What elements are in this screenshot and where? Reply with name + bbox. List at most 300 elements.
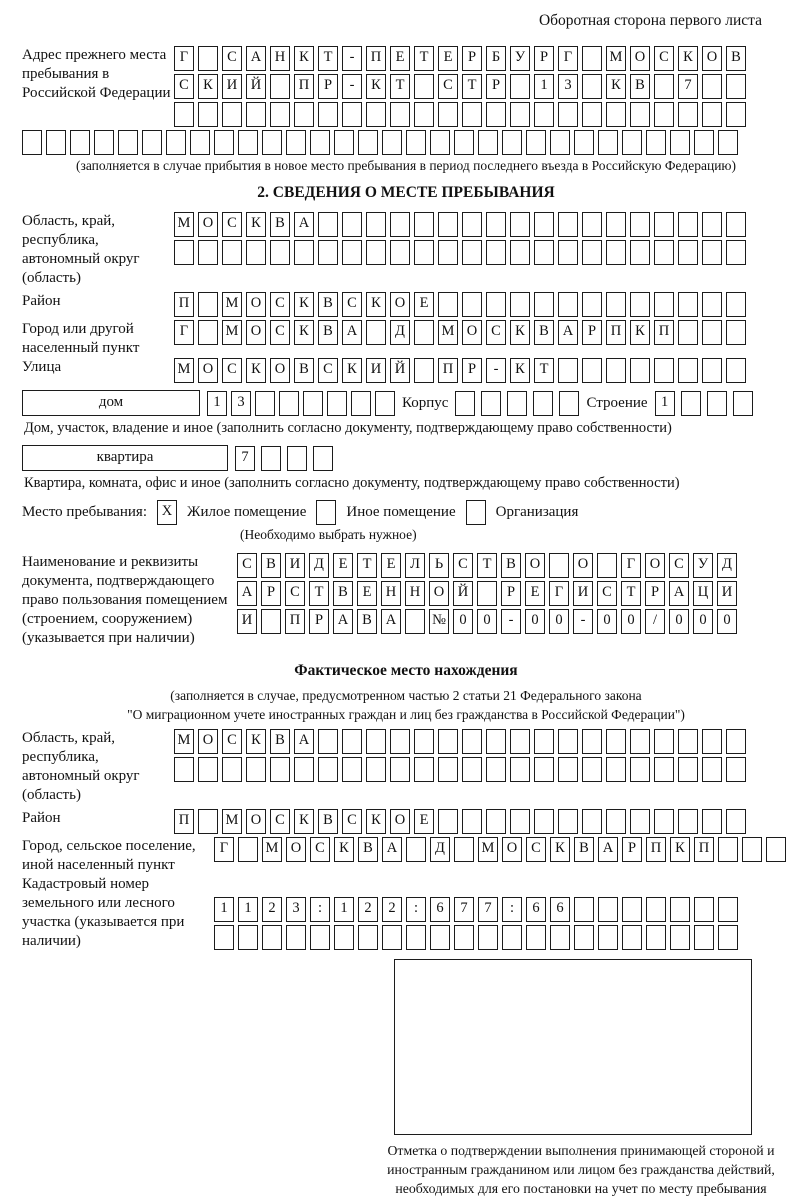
char-cell: 3 bbox=[558, 74, 578, 99]
empty-cell bbox=[414, 240, 434, 265]
char-cell: 6 bbox=[430, 897, 450, 922]
char-cell: Д bbox=[717, 553, 737, 578]
cadastre-block bbox=[22, 875, 790, 953]
char-cell: О bbox=[286, 837, 306, 862]
char-cell: Л bbox=[405, 553, 425, 578]
char-cell: А bbox=[246, 46, 266, 71]
city-row bbox=[174, 320, 746, 345]
empty-cell bbox=[622, 897, 642, 922]
empty-cell bbox=[558, 358, 578, 383]
empty-cell bbox=[46, 130, 66, 155]
stroenie-label: Строение bbox=[586, 394, 648, 411]
char-cell: Р bbox=[486, 74, 506, 99]
char-cell: 6 bbox=[526, 897, 546, 922]
actual-city-label: Город, сельское поселение, иной населенный пункт bbox=[22, 838, 196, 873]
region-row-1 bbox=[174, 212, 746, 237]
char-cell: К bbox=[294, 809, 314, 834]
empty-cell bbox=[94, 130, 114, 155]
empty-cell bbox=[390, 212, 410, 237]
empty-cell bbox=[694, 130, 714, 155]
char-cell: С bbox=[222, 212, 242, 237]
char-cell: С bbox=[270, 809, 290, 834]
empty-cell bbox=[414, 320, 434, 345]
empty-cell bbox=[510, 102, 530, 127]
city-label: Город или другой населенный пункт bbox=[22, 321, 140, 356]
empty-cell bbox=[318, 212, 338, 237]
char-cell: Г bbox=[549, 581, 569, 606]
empty-cell bbox=[438, 102, 458, 127]
char-cell: О bbox=[645, 553, 665, 578]
prev-address-row-4 bbox=[22, 130, 790, 155]
char-cell: О bbox=[246, 809, 266, 834]
empty-cell bbox=[406, 925, 426, 950]
stay-type-block bbox=[22, 500, 790, 525]
empty-cell bbox=[222, 240, 242, 265]
char-cell: В bbox=[318, 292, 338, 317]
char-cell: К bbox=[342, 358, 362, 383]
char-cell: А bbox=[333, 609, 353, 634]
char-cell: Р bbox=[318, 74, 338, 99]
prev-address-caption: (заполняется в случае прибытия в новое место пребывания в период последнего въезда в Российскую Федерацию) bbox=[75, 158, 737, 173]
empty-cell bbox=[606, 212, 626, 237]
char-cell: Г bbox=[174, 320, 194, 345]
empty-cell bbox=[606, 757, 626, 782]
empty-cell bbox=[654, 729, 674, 754]
char-cell: - bbox=[342, 46, 362, 71]
char-cell: О bbox=[246, 320, 266, 345]
empty-cell bbox=[342, 757, 362, 782]
empty-cell bbox=[366, 102, 386, 127]
char-cell: С bbox=[342, 809, 362, 834]
empty-cell bbox=[174, 102, 194, 127]
empty-cell bbox=[246, 240, 266, 265]
empty-cell bbox=[366, 212, 386, 237]
empty-cell bbox=[630, 240, 650, 265]
char-cell: Е bbox=[390, 46, 410, 71]
char-cell: Г bbox=[558, 46, 578, 71]
empty-cell bbox=[310, 130, 330, 155]
house-type-box: дом bbox=[22, 390, 200, 416]
char-cell: 0 bbox=[477, 609, 497, 634]
empty-cell bbox=[222, 757, 242, 782]
empty-cell bbox=[582, 46, 602, 71]
actual-region-grid bbox=[174, 729, 746, 785]
korpus-label: Корпус bbox=[402, 394, 449, 411]
document-row-2 bbox=[237, 581, 737, 606]
empty-cell bbox=[606, 240, 626, 265]
char-cell: X bbox=[157, 500, 177, 525]
char-cell: М bbox=[478, 837, 498, 862]
empty-cell bbox=[310, 925, 330, 950]
document-row-3 bbox=[237, 609, 737, 634]
char-cell: И bbox=[717, 581, 737, 606]
char-cell: 0 bbox=[669, 609, 689, 634]
empty-cell bbox=[214, 925, 234, 950]
empty-cell bbox=[742, 837, 762, 862]
char-cell: 2 bbox=[262, 897, 282, 922]
empty-cell bbox=[455, 391, 475, 416]
char-cell: 1 bbox=[334, 897, 354, 922]
district-block bbox=[22, 292, 790, 320]
char-cell: Г bbox=[621, 553, 641, 578]
empty-cell bbox=[582, 757, 602, 782]
char-cell: С bbox=[285, 581, 305, 606]
char-cell: М bbox=[262, 837, 282, 862]
char-cell: 3 bbox=[231, 391, 251, 416]
char-cell: 1 bbox=[207, 391, 227, 416]
empty-cell bbox=[270, 102, 290, 127]
char-cell: Д bbox=[309, 553, 329, 578]
char-cell: Р bbox=[622, 837, 642, 862]
char-cell: С bbox=[486, 320, 506, 345]
empty-cell bbox=[534, 809, 554, 834]
char-cell: О bbox=[630, 46, 650, 71]
char-cell: - bbox=[501, 609, 521, 634]
empty-cell bbox=[678, 757, 698, 782]
cadastre-grid bbox=[214, 875, 738, 953]
empty-cell bbox=[261, 609, 281, 634]
char-cell: С bbox=[597, 581, 617, 606]
empty-cell bbox=[174, 240, 194, 265]
empty-cell bbox=[670, 130, 690, 155]
empty-cell bbox=[582, 729, 602, 754]
char-cell: Р bbox=[462, 46, 482, 71]
empty-cell bbox=[702, 102, 722, 127]
empty-cell bbox=[462, 292, 482, 317]
char-cell: С bbox=[270, 292, 290, 317]
registration-mark-box bbox=[394, 959, 752, 1135]
empty-cell bbox=[255, 391, 275, 416]
empty-cell bbox=[507, 391, 527, 416]
char-cell: 0 bbox=[453, 609, 473, 634]
apartment-type-box: квартира bbox=[22, 445, 228, 471]
char-cell: К bbox=[670, 837, 690, 862]
char-cell: К bbox=[630, 320, 650, 345]
char-cell: Р bbox=[462, 358, 482, 383]
empty-cell bbox=[486, 240, 506, 265]
empty-cell bbox=[238, 130, 258, 155]
char-cell: О bbox=[390, 292, 410, 317]
empty-cell bbox=[534, 212, 554, 237]
empty-cell bbox=[606, 809, 626, 834]
char-cell: А bbox=[342, 320, 362, 345]
char-cell: К bbox=[366, 292, 386, 317]
char-cell: Т bbox=[318, 46, 338, 71]
empty-cell bbox=[414, 102, 434, 127]
empty-cell bbox=[334, 925, 354, 950]
section2-title: 2. СВЕДЕНИЯ О МЕСТЕ ПРЕБЫВАНИЯ bbox=[257, 184, 555, 201]
char-cell: П bbox=[366, 46, 386, 71]
empty-cell bbox=[438, 809, 458, 834]
char-cell: А bbox=[558, 320, 578, 345]
empty-cell bbox=[654, 74, 674, 99]
char-cell: К bbox=[678, 46, 698, 71]
stay-type-note: (Необходимо выбрать нужное) bbox=[240, 527, 417, 542]
char-cell: А bbox=[382, 837, 402, 862]
char-cell: - bbox=[486, 358, 506, 383]
char-cell: Г bbox=[174, 46, 194, 71]
char-cell: А bbox=[294, 212, 314, 237]
empty-cell bbox=[630, 809, 650, 834]
stroenie-cells bbox=[655, 391, 753, 416]
char-cell: В bbox=[357, 609, 377, 634]
char-cell: В bbox=[534, 320, 554, 345]
actual-location-caption-1: (заполняется в случае, предусмотренном частью 2 статьи 21 Федерального закона bbox=[170, 688, 642, 703]
char-cell: № bbox=[429, 609, 449, 634]
char-cell: 6 bbox=[550, 897, 570, 922]
empty-cell bbox=[558, 809, 578, 834]
empty-cell bbox=[574, 130, 594, 155]
empty-cell bbox=[574, 897, 594, 922]
prev-address-block bbox=[22, 46, 790, 130]
empty-cell bbox=[198, 757, 218, 782]
char-cell: К bbox=[198, 74, 218, 99]
actual-city-block bbox=[22, 837, 790, 875]
char-cell: В bbox=[318, 809, 338, 834]
empty-cell bbox=[142, 130, 162, 155]
char-cell: И bbox=[573, 581, 593, 606]
prev-address-label: Адрес прежнего места пребывания в Российской Федерации bbox=[22, 47, 171, 101]
empty-cell bbox=[510, 757, 530, 782]
empty-cell bbox=[438, 212, 458, 237]
empty-cell bbox=[534, 729, 554, 754]
korpus-cells bbox=[455, 391, 579, 416]
empty-cell bbox=[550, 925, 570, 950]
char-cell: С bbox=[174, 74, 194, 99]
empty-cell bbox=[534, 240, 554, 265]
char-cell: С bbox=[342, 292, 362, 317]
district-row bbox=[174, 292, 746, 317]
empty-cell bbox=[598, 897, 618, 922]
empty-cell bbox=[390, 240, 410, 265]
empty-cell bbox=[22, 130, 42, 155]
char-cell: Ь bbox=[429, 553, 449, 578]
char-cell: М bbox=[222, 292, 242, 317]
char-cell: К bbox=[294, 46, 314, 71]
empty-cell bbox=[726, 74, 746, 99]
empty-cell bbox=[438, 757, 458, 782]
char-cell: 0 bbox=[621, 609, 641, 634]
empty-cell bbox=[478, 925, 498, 950]
char-cell: 0 bbox=[693, 609, 713, 634]
char-cell: Д bbox=[390, 320, 410, 345]
stay-option-other-checkbox bbox=[316, 500, 336, 525]
empty-cell bbox=[477, 581, 497, 606]
char-cell: В bbox=[726, 46, 746, 71]
char-cell: А bbox=[598, 837, 618, 862]
char-cell: М bbox=[222, 320, 242, 345]
empty-cell bbox=[190, 130, 210, 155]
empty-cell bbox=[478, 130, 498, 155]
stay-option-other-label: Иное помещение bbox=[346, 504, 456, 520]
empty-cell bbox=[510, 809, 530, 834]
prev-address-grid bbox=[174, 46, 746, 130]
empty-cell bbox=[670, 925, 690, 950]
prev-address-row-3 bbox=[174, 102, 746, 127]
empty-cell bbox=[654, 240, 674, 265]
char-cell: 7 bbox=[454, 897, 474, 922]
char-cell: М bbox=[174, 358, 194, 383]
empty-cell bbox=[174, 757, 194, 782]
char-cell: Р bbox=[261, 581, 281, 606]
empty-cell bbox=[238, 837, 258, 862]
empty-cell bbox=[718, 837, 738, 862]
empty-cell bbox=[582, 292, 602, 317]
empty-cell bbox=[766, 837, 786, 862]
empty-cell bbox=[414, 358, 434, 383]
char-cell: И bbox=[285, 553, 305, 578]
document-block bbox=[22, 553, 790, 648]
empty-cell bbox=[342, 212, 362, 237]
char-cell: Р bbox=[645, 581, 665, 606]
empty-cell bbox=[118, 130, 138, 155]
actual-district-label: Район bbox=[22, 810, 61, 826]
stay-type-label: Место пребывания: bbox=[22, 504, 147, 520]
document-label: Наименование и реквизиты документа, подтверждающего право пользования помещением (строением, сооружением) (указывается при наличии) bbox=[22, 554, 228, 646]
empty-cell bbox=[318, 240, 338, 265]
char-cell: К bbox=[510, 358, 530, 383]
empty-cell bbox=[510, 212, 530, 237]
char-cell: П bbox=[606, 320, 626, 345]
empty-cell bbox=[510, 240, 530, 265]
char-cell: Е bbox=[414, 809, 434, 834]
empty-cell bbox=[678, 212, 698, 237]
char-cell: М bbox=[174, 729, 194, 754]
empty-cell bbox=[462, 809, 482, 834]
empty-cell bbox=[558, 292, 578, 317]
char-cell: М bbox=[174, 212, 194, 237]
empty-cell bbox=[598, 925, 618, 950]
char-cell: О bbox=[198, 729, 218, 754]
char-cell: Г bbox=[214, 837, 234, 862]
empty-cell bbox=[533, 391, 553, 416]
empty-cell bbox=[733, 391, 753, 416]
char-cell: В bbox=[270, 729, 290, 754]
empty-cell bbox=[486, 102, 506, 127]
char-cell: С bbox=[438, 74, 458, 99]
char-cell: - bbox=[342, 74, 362, 99]
empty-cell bbox=[654, 292, 674, 317]
char-cell: Р bbox=[501, 581, 521, 606]
empty-cell bbox=[406, 130, 426, 155]
actual-district-block bbox=[22, 809, 790, 837]
char-cell: В bbox=[358, 837, 378, 862]
char-cell: О bbox=[198, 358, 218, 383]
empty-cell bbox=[294, 102, 314, 127]
empty-cell bbox=[486, 292, 506, 317]
empty-cell bbox=[414, 729, 434, 754]
char-cell: К bbox=[366, 74, 386, 99]
empty-cell bbox=[681, 391, 701, 416]
char-cell: К bbox=[246, 358, 266, 383]
empty-cell bbox=[198, 102, 218, 127]
empty-cell bbox=[294, 757, 314, 782]
char-cell: : bbox=[310, 897, 330, 922]
empty-cell bbox=[390, 757, 410, 782]
empty-cell bbox=[510, 292, 530, 317]
char-cell: У bbox=[693, 553, 713, 578]
empty-cell bbox=[438, 240, 458, 265]
empty-cell bbox=[702, 358, 722, 383]
char-cell: У bbox=[510, 46, 530, 71]
empty-cell bbox=[358, 925, 378, 950]
empty-cell bbox=[550, 130, 570, 155]
empty-cell bbox=[270, 74, 290, 99]
empty-cell bbox=[414, 212, 434, 237]
char-cell: С bbox=[270, 320, 290, 345]
district-label: Район bbox=[22, 293, 61, 309]
empty-cell bbox=[630, 729, 650, 754]
empty-cell bbox=[316, 500, 336, 525]
empty-cell bbox=[702, 320, 722, 345]
empty-cell bbox=[438, 292, 458, 317]
char-cell: : bbox=[406, 897, 426, 922]
empty-cell bbox=[678, 809, 698, 834]
empty-cell bbox=[582, 358, 602, 383]
empty-cell bbox=[327, 391, 347, 416]
region-block bbox=[22, 212, 790, 288]
empty-cell bbox=[406, 837, 426, 862]
empty-cell bbox=[726, 729, 746, 754]
empty-cell bbox=[214, 130, 234, 155]
empty-cell bbox=[198, 240, 218, 265]
empty-cell bbox=[598, 130, 618, 155]
char-cell: С bbox=[669, 553, 689, 578]
empty-cell bbox=[462, 240, 482, 265]
empty-cell bbox=[670, 897, 690, 922]
char-cell: : bbox=[502, 897, 522, 922]
empty-cell bbox=[198, 809, 218, 834]
char-cell: А bbox=[237, 581, 257, 606]
char-cell: Й bbox=[453, 581, 473, 606]
char-cell: Т bbox=[621, 581, 641, 606]
empty-cell bbox=[222, 102, 242, 127]
empty-cell bbox=[726, 292, 746, 317]
char-cell: К bbox=[246, 729, 266, 754]
empty-cell bbox=[558, 102, 578, 127]
char-cell: С bbox=[222, 729, 242, 754]
empty-cell bbox=[198, 46, 218, 71]
empty-cell bbox=[606, 102, 626, 127]
char-cell: 2 bbox=[358, 897, 378, 922]
empty-cell bbox=[678, 292, 698, 317]
document-row-1 bbox=[237, 553, 737, 578]
apartment-block bbox=[22, 445, 790, 471]
empty-cell bbox=[318, 757, 338, 782]
empty-cell bbox=[630, 292, 650, 317]
empty-cell bbox=[558, 212, 578, 237]
empty-cell bbox=[462, 757, 482, 782]
empty-cell bbox=[654, 102, 674, 127]
empty-cell bbox=[502, 130, 522, 155]
empty-cell bbox=[390, 729, 410, 754]
empty-cell bbox=[454, 130, 474, 155]
empty-cell bbox=[606, 358, 626, 383]
empty-cell bbox=[702, 809, 722, 834]
empty-cell bbox=[481, 391, 501, 416]
empty-cell bbox=[382, 130, 402, 155]
street-row bbox=[174, 358, 746, 383]
stay-option-organization-checkbox bbox=[466, 500, 486, 525]
empty-cell bbox=[694, 925, 714, 950]
cadastre-label: Кадастровый номер земельного или лесного участка (указывается при наличии) bbox=[22, 876, 185, 949]
char-cell: П bbox=[285, 609, 305, 634]
char-cell: Т bbox=[462, 74, 482, 99]
char-cell: О bbox=[429, 581, 449, 606]
empty-cell bbox=[726, 358, 746, 383]
empty-cell bbox=[597, 553, 617, 578]
empty-cell bbox=[510, 74, 530, 99]
